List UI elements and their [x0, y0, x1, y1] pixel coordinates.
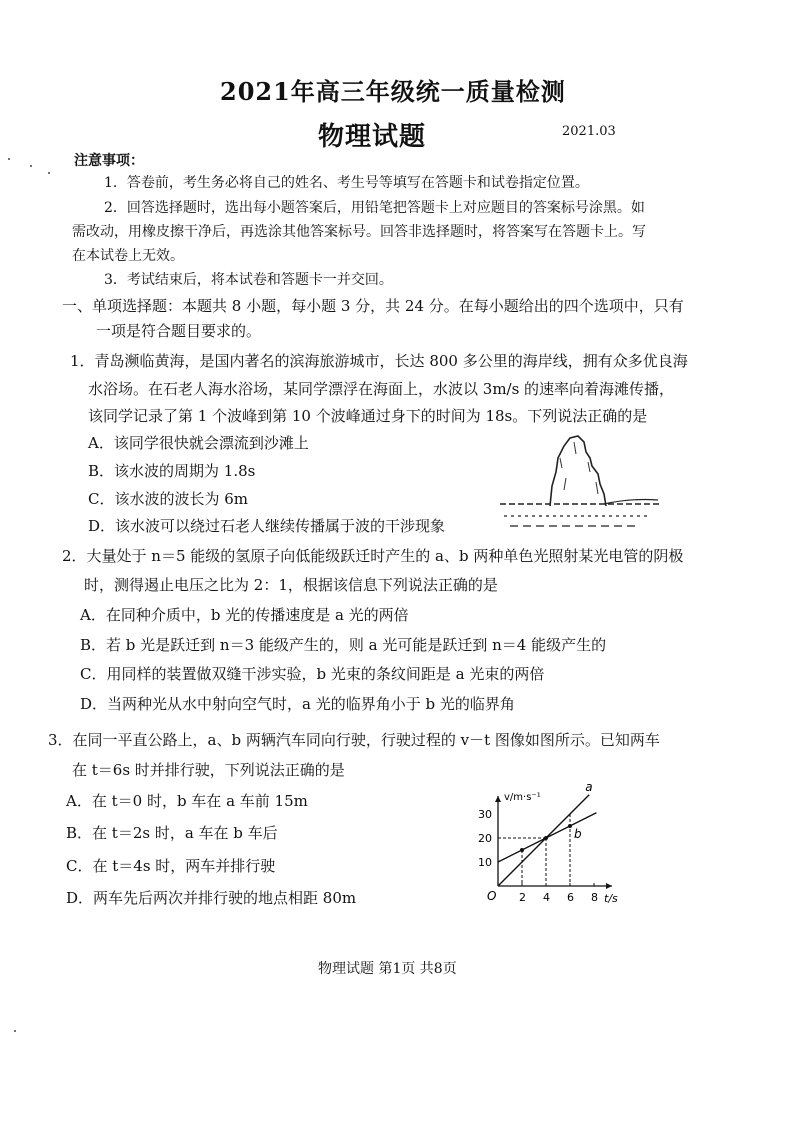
- notice-item: 在本试卷上无效。: [72, 248, 184, 264]
- q3-option-b: B．在 t＝2s 时，a 车在 b 车后: [66, 824, 278, 842]
- q3-option-a: A．在 t＝0 时，b 车在 a 车前 15m: [66, 792, 308, 810]
- vt-chart: [470, 774, 640, 914]
- q1-option-c: C．该水波的波长为 6m: [88, 490, 249, 508]
- q2-option-c: C．用同样的装置做双缝干涉实验，b 光束的条纹间距是 a 光束的两倍: [80, 665, 545, 683]
- page-subtitle: 物理试题: [318, 122, 427, 152]
- x-axis-arrow: [606, 883, 612, 889]
- x-tick-label: 8: [591, 891, 598, 904]
- notice-item: 需改动，用橡皮擦干净后，再选涂其他答案标号。回答非选择题时，将答案写在答题卡上。写: [72, 224, 646, 240]
- exam-date: 2021.03: [562, 124, 616, 139]
- data-point: [544, 836, 548, 840]
- page-footer: 物理试题 第1页 共8页: [318, 961, 457, 977]
- y-tick-label: 30: [478, 808, 492, 821]
- notice-item: 3．考试结束后，将本试卷和答题卡一并交回。: [104, 272, 393, 288]
- page-title: 2021年高三年级统一质量检测: [220, 77, 566, 106]
- rock-illustration: [500, 428, 660, 536]
- x-axis-label: t/s: [604, 892, 618, 905]
- q3-stem: 在 t＝6s 时并排行驶，下列说法正确的是: [72, 761, 345, 779]
- data-point: [568, 824, 572, 828]
- q3-stem: 3．在同一平直公路上，a、b 两辆汽车同向行驶，行驶过程的 v－t 图像如图所示。已知两车: [48, 731, 660, 749]
- notice-item: 2．回答选择题时，选出每小题答案后，用铅笔把答题卡上对应题目的答案标号涂黑。如: [104, 200, 645, 216]
- q1-option-d: D．该水波可以绕过石老人继续传播属于波的干涉现象: [88, 517, 446, 535]
- y-tick-label: 10: [478, 856, 492, 869]
- x-tick-label: 6: [567, 891, 574, 904]
- q3-option-c: C．在 t＝4s 时，两车并排行驶: [66, 857, 276, 875]
- q1-option-b: B．该水波的周期为 1.8s: [88, 462, 256, 480]
- section-heading-cont: 一项是符合题目要求的。: [96, 322, 262, 340]
- q2-option-a: A．在同种介质中，b 光的传播速度是 a 光的两倍: [80, 606, 409, 624]
- section-heading: 一、单项选择题：本题共 8 小题，每小题 3 分，共 24 分。在每小题给出的四个选项中，只有: [62, 297, 684, 315]
- data-point: [520, 848, 524, 852]
- q2-option-d: D．当两种光从水中射向空气时，a 光的临界角小于 b 光的临界角: [80, 695, 515, 713]
- notice-heading: 注意事项：: [74, 153, 144, 169]
- y-axis-arrow: [495, 796, 501, 802]
- q2-stem: 时，测得遏止电压之比为 2：1，根据该信息下列说法正确的是: [84, 576, 498, 594]
- scan-speck: [14, 1030, 16, 1032]
- scan-speck: [8, 158, 10, 160]
- q1-stem: 水浴场。在石老人海水浴场，某同学漂浮在海面上，水波以 3m/s 的速率向着海滩传播，: [88, 380, 675, 398]
- q1-stem: 1．青岛濒临黄海，是国内著名的滨海旅游城市，长达 800 多公里的海岸线，拥有众多优良海: [70, 352, 688, 370]
- q2-stem: 2．大量处于 n＝5 能级的氢原子向低能级跃迁时产生的 a、b 两种单色光照射某光电管的阴极: [62, 547, 684, 565]
- q1-option-a: A．该同学很快就会漂流到沙滩上: [88, 434, 309, 452]
- scan-speck: [48, 172, 50, 174]
- q1-stem: 该同学记录了第 1 个波峰到第 10 个波峰通过身下的时间为 18s。下列说法正确的是: [88, 407, 648, 425]
- x-tick-label: 2: [519, 891, 526, 904]
- y-tick-label: 20: [478, 832, 492, 845]
- notice-item: 1．答卷前，考生务必将自己的姓名、考生号等填写在答题卡和试卷指定位置。: [104, 175, 589, 191]
- origin-label: O: [487, 889, 497, 903]
- q2-option-b: B．若 b 光是跃迁到 n＝3 能级产生的，则 a 光可能是跃迁到 n＝4 能级产生的: [80, 636, 607, 654]
- scan-speck: [30, 165, 32, 167]
- q3-option-d: D．两车先后两次并排行驶的地点相距 80m: [66, 889, 357, 907]
- series-b-label: b: [574, 827, 582, 841]
- y-axis-label: v/m·s⁻¹: [504, 792, 541, 803]
- series-a-label: a: [585, 779, 593, 794]
- x-tick-label: 4: [543, 891, 550, 904]
